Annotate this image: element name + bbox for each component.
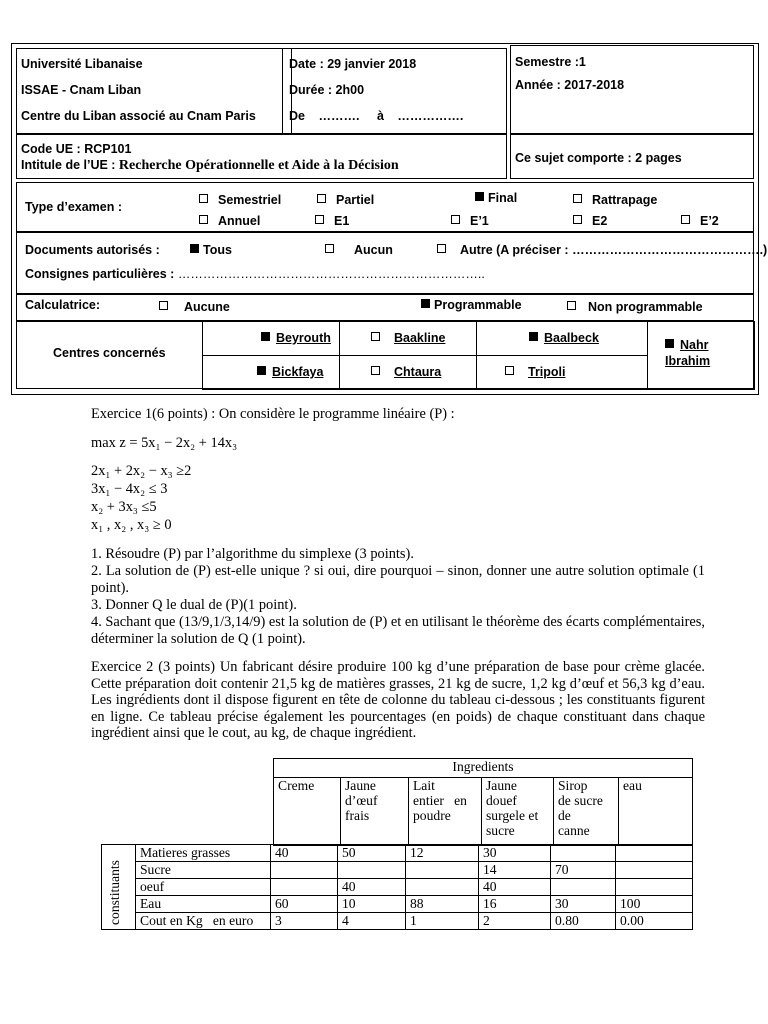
documents-label: Documents autorisés : (25, 243, 160, 257)
table-cell: 40 (271, 845, 338, 862)
centre-baakline: Baakline (371, 331, 445, 345)
exam-type-e1: E1 (315, 214, 349, 228)
university-box (16, 48, 292, 134)
exam-duration: Durée : 2h00 (289, 83, 365, 97)
exam-type-label: Type d’examen : (25, 200, 123, 214)
table-cell: 30 (551, 896, 616, 913)
table-cell: 50 (338, 845, 406, 862)
table-cell: 14 (479, 862, 551, 879)
table-cell (406, 879, 479, 896)
constraint-3: x₂ + 3x₃ ≤5 (91, 499, 157, 515)
table-cell (271, 862, 338, 879)
checkbox-icon (159, 301, 168, 310)
column-header: Jaune d’œuf frais (341, 778, 409, 846)
row-label: Sucre (136, 862, 271, 879)
ue-title: Recherche Opérationnelle et Aide à la Décision (118, 158, 399, 173)
column-header: Lait entier en poudre (409, 778, 482, 846)
ingredients-group-header: Ingredients (274, 759, 693, 778)
page-count: Ce sujet comporte : 2 pages (515, 151, 682, 165)
table-cell (616, 879, 693, 896)
calculator-aucune: Aucune (159, 300, 230, 314)
pages-box (510, 134, 754, 179)
ingredients-data-table (101, 844, 693, 930)
consignes-label: Consignes particulières : (25, 267, 175, 281)
ue-title-line (21, 158, 399, 174)
institute-name: ISSAE - Cnam Liban (21, 83, 142, 97)
checked-checkbox-icon (529, 332, 538, 341)
exercise2-text: Exercice 2 (3 points) Un fabricant désire produire 100 kg d’une préparation de base pour crème glacée. Cette préparation doit contenir 21,5 kg de matières grasses, 21 kg de sucre, 1,2 kg d’œuf et 56,3 kg d’eau. Les ingrédients dont il dispose figurent en tête de colonne du tableau ci-dessous ; les constituants figurent en ligne. Ce tableau précise également les pourcentages (en poids) de chaque constituant dans chaque ingrédient ainsi que le cout, au kg, de chaque ingrédient. (91, 659, 705, 741)
exam-type-rattrapage: Rattrapage (573, 193, 657, 207)
table-row (102, 845, 693, 862)
calculator-label: Calculatrice: (25, 298, 101, 312)
row-label: Cout en Kg en euro (136, 913, 271, 930)
constraint-2: 3x₁ − 4x₂ ≤ 3 (91, 481, 168, 497)
from-label: De (289, 109, 305, 123)
checkbox-icon (371, 366, 380, 375)
row-label: Matieres grasses (136, 845, 271, 862)
checkbox-icon (573, 194, 582, 203)
documents-autre: Autre (A préciser : ……………………………………….) (437, 243, 767, 257)
exam-type-e2: E2 (573, 214, 607, 228)
exam-type-final: Final (475, 191, 517, 205)
checked-checkbox-icon (261, 332, 270, 341)
table-cell (338, 862, 406, 879)
table-cell: 3 (271, 913, 338, 930)
table-cell (551, 879, 616, 896)
table-cell: 4 (338, 913, 406, 930)
exam-type-box (16, 182, 754, 232)
row-label: Eau (136, 896, 271, 913)
checked-checkbox-icon (421, 299, 430, 308)
question-2: 2. La solution de (P) est-elle unique ? si oui, dire pourquoi – sinon, donner une autre solution optimale (1 point). (91, 563, 705, 596)
table-cell: 40 (479, 879, 551, 896)
table-cell: 88 (406, 896, 479, 913)
table-cell: 70 (551, 862, 616, 879)
table-cell: 10 (338, 896, 406, 913)
table-cell (616, 862, 693, 879)
table-cell: 0.00 (616, 913, 693, 930)
table-row (102, 862, 693, 879)
checkbox-icon (505, 366, 514, 375)
centre-baalbeck: Baalbeck (529, 331, 599, 345)
checkbox-icon (199, 194, 208, 203)
semester: Semestre :1 (515, 55, 586, 69)
from-value: ………. (318, 109, 360, 123)
column-header: eau (619, 778, 693, 846)
checkbox-icon (437, 244, 446, 253)
table-cell (271, 879, 338, 896)
to-value: ……………. (397, 109, 464, 123)
exercise1-title: Exercice 1(6 points) : On considère le programme linéaire (P) : (91, 406, 455, 422)
question-4: 4. Sachant que (13/9,1/3,14/9) est la solution de (P) et en utilisant le théorème des écarts complémentaires, déterminer la solution de Q (1 point). (91, 614, 705, 647)
column-header: Sirop de sucre de canne (554, 778, 619, 846)
ingredients-header-table (273, 758, 693, 846)
centres-box (16, 321, 754, 389)
table-cell: 12 (406, 845, 479, 862)
checked-checkbox-icon (257, 366, 266, 375)
checkbox-icon (573, 215, 582, 224)
table-cell (406, 862, 479, 879)
academic-year: Année : 2017-2018 (515, 78, 625, 92)
exam-type-semestriel: Semestriel (199, 193, 281, 207)
constraint-4: x₁ , x₂ , x₃ ≥ 0 (91, 517, 172, 533)
centres-label: Centres concernés (53, 346, 166, 360)
table-cell: 2 (479, 913, 551, 930)
column-header: Jaune douef surgele et sucre (482, 778, 554, 846)
question-3: 3. Donner Q le dual de (P)(1 point). (91, 597, 297, 613)
exam-type-e-prime-1: E’1 (451, 214, 489, 228)
exam-date: Date : 29 janvier 2018 (289, 57, 417, 71)
table-cell: 30 (479, 845, 551, 862)
exercise1-objective: max z = 5x₁ − 2x₂ + 14x₃ (91, 435, 238, 451)
center-name: Centre du Liban associé au Cnam Paris (21, 109, 256, 123)
exam-type-partiel: Partiel (317, 193, 374, 207)
checkbox-icon (199, 215, 208, 224)
centre-bickfaya: Bickfaya (257, 365, 323, 379)
documents-aucun: Aucun (325, 243, 393, 257)
checkbox-icon (315, 215, 324, 224)
calculator-non-programmable: Non programmable (567, 300, 703, 314)
table-cell: 1 (406, 913, 479, 930)
checkbox-icon (325, 244, 334, 253)
table-cell: 60 (271, 896, 338, 913)
checkbox-icon (371, 332, 380, 341)
consignes-value: ……………………………………………………………….. (177, 267, 485, 281)
table-cell: 16 (479, 896, 551, 913)
table-row (102, 913, 693, 930)
checkbox-icon (317, 194, 326, 203)
consignes-line (25, 267, 485, 281)
date-box (282, 48, 507, 134)
exam-time-range (289, 109, 463, 123)
ue-code: Code UE : RCP101 (21, 142, 132, 156)
exam-type-annuel: Annuel (199, 214, 260, 228)
table-cell (616, 845, 693, 862)
table-cell: 40 (338, 879, 406, 896)
centre-tripoli: Tripoli (505, 365, 566, 379)
to-label: à (376, 109, 384, 123)
checkbox-icon (567, 301, 576, 310)
row-group-label: constituants (107, 860, 122, 925)
checked-checkbox-icon (190, 244, 199, 253)
calculator-box (16, 294, 754, 321)
ingredients-header-row (274, 778, 693, 846)
exam-header (11, 43, 768, 395)
centre-nahr-ibrahim-line2: Ibrahim (665, 354, 711, 368)
row-label: oeuf (136, 879, 271, 896)
documents-box (16, 232, 768, 294)
semester-box (510, 45, 754, 134)
centre-chtaura: Chtaura (371, 365, 441, 379)
table-cell: 100 (616, 896, 693, 913)
checkbox-icon (681, 215, 690, 224)
table-cell: 0.80 (551, 913, 616, 930)
checkbox-icon (451, 215, 460, 224)
table-cell (551, 845, 616, 862)
exam-type-e-prime-2: E’2 (681, 214, 719, 228)
checked-checkbox-icon (475, 192, 484, 201)
column-header: Creme (274, 778, 341, 846)
question-1: 1. Résoudre (P) par l’algorithme du simplexe (3 points). (91, 546, 414, 562)
centre-nahr-ibrahim: Nahr (665, 338, 708, 352)
constraint-1: 2x₁ + 2x₂ − x₃ ≥2 (91, 463, 192, 479)
university-name: Université Libanaise (21, 57, 143, 71)
documents-tous: Tous (190, 243, 232, 257)
ue-title-label: Intitule de l’UE : (21, 158, 119, 172)
checked-checkbox-icon (665, 339, 674, 348)
calculator-programmable: Programmable (421, 298, 522, 312)
centre-beyrouth: Beyrouth (261, 331, 331, 345)
ue-box (16, 134, 507, 179)
table-row (102, 896, 693, 913)
table-row (102, 879, 693, 896)
